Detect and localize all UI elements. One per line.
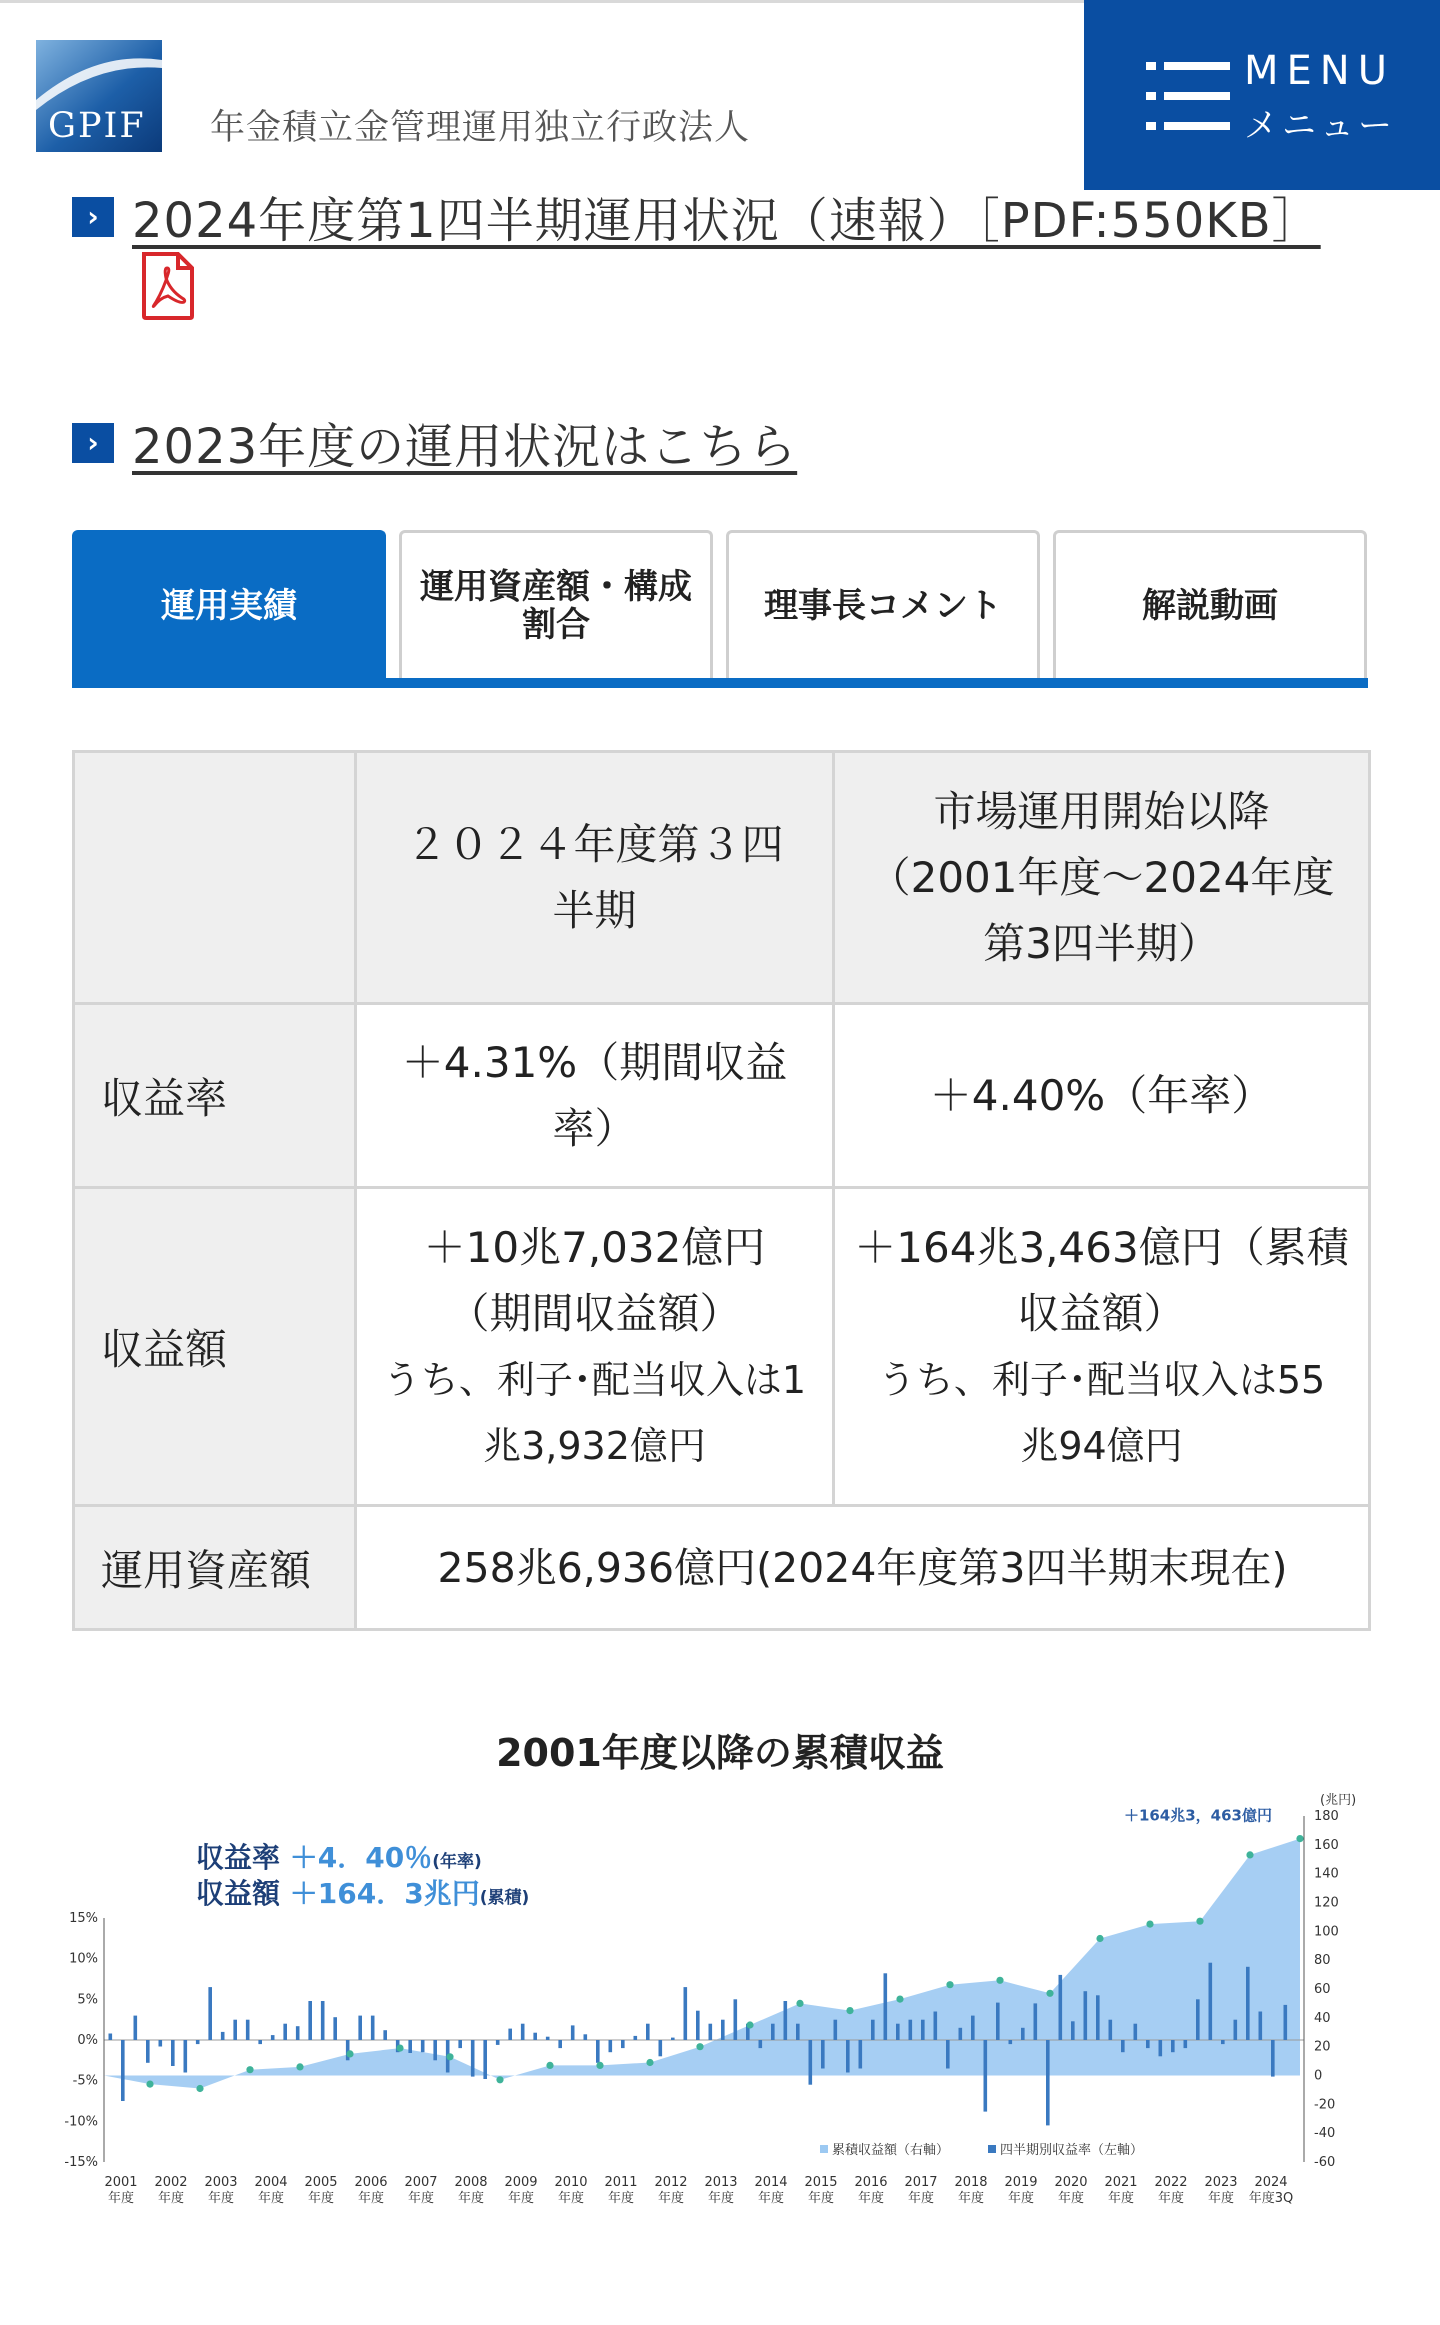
tab-president-comment[interactable] [726, 530, 1040, 678]
x-tick-label: 2020 [1054, 2175, 1088, 2190]
quarterly-return-bar [233, 2020, 237, 2040]
x-tick-sublabel: 年度 [907, 2191, 935, 2206]
right-tick-label: 100 [1314, 1924, 1339, 1940]
aum-value: 258兆6,936億円(2024年度第3四半期末現在) [356, 1506, 1370, 1630]
cumulative-point [846, 2007, 853, 2014]
right-tick-label: 120 [1314, 1895, 1339, 1911]
quarterly-return-bar [271, 2035, 275, 2040]
cumulative-return-chart [60, 1780, 1380, 2220]
quarterly-return-bar [1146, 2040, 1150, 2048]
quarterly-return-bar [121, 2040, 125, 2101]
quarterly-return-bar [1009, 2040, 1013, 2044]
quarterly-return-bar [246, 2020, 250, 2040]
quarterly-return-bar [321, 2001, 325, 2040]
chevron-right-icon: › [72, 197, 114, 237]
quarterly-return-bar [721, 2020, 725, 2040]
cumulative-point [1246, 1851, 1253, 1858]
quarterly-return-bar [809, 2040, 813, 2085]
quarterly-return-bar [921, 2020, 925, 2040]
x-tick-sublabel: 年度 [1057, 2191, 1085, 2206]
x-tick-label: 2015 [804, 2175, 838, 2190]
performance-table [72, 750, 1371, 1631]
organization-name: 年金積立金管理運用独立行政法人 [210, 108, 751, 148]
tab-assets-composition-label: 運用資産額・構成割合 [420, 566, 692, 645]
quarterly-return-bar [483, 2040, 487, 2079]
quarterly-return-bar [508, 2029, 512, 2040]
legend-area-label: 累積収益額（右軸） [832, 2143, 950, 2158]
quarterly-return-bar [646, 2024, 650, 2040]
cumulative-point [546, 2062, 553, 2069]
x-tick-label: 2004 [254, 2175, 288, 2190]
left-tick-label: 0% [77, 2033, 98, 2048]
chart-title: 2001年度以降の累積収益 [496, 1731, 944, 1775]
cumulative-point [1146, 1921, 1153, 1928]
x-tick-label: 2023 [1204, 2175, 1238, 2190]
quarterly-return-bar [421, 2040, 425, 2052]
cumulative-point [446, 2053, 453, 2060]
right-tick-label: -20 [1314, 2097, 1336, 2113]
x-tick-sublabel: 年度 [107, 2191, 135, 2206]
x-tick-label: 2014 [754, 2175, 788, 2190]
cumulative-point [1046, 1990, 1053, 1997]
cumulative-point [746, 2021, 753, 2028]
quarterly-return-bar [946, 2040, 950, 2069]
quarterly-return-bar [1059, 1975, 1063, 2040]
quarterly-return-bar [146, 2040, 150, 2063]
x-tick-label: 2008 [454, 2175, 488, 2190]
tab-performance[interactable] [72, 530, 386, 678]
quarterly-return-bar [609, 2040, 613, 2052]
return-amount-since-text: ＋164兆3,463億円（累積収益額） [854, 1222, 1349, 1338]
quarterly-return-bar [671, 2038, 675, 2040]
quarterly-return-bar [934, 2012, 938, 2041]
quarterly-return-bar [771, 2024, 775, 2040]
tab-assets-composition[interactable] [399, 530, 713, 678]
quarterly-return-bar [896, 2024, 900, 2040]
logo-text: GPIF [48, 106, 146, 146]
prev-year-link-row[interactable] [72, 408, 797, 477]
quarterly-return-bar [596, 2040, 600, 2063]
left-tick-label: -10% [64, 2114, 98, 2130]
quarterly-return-bar [496, 2040, 500, 2045]
quarterly-return-bar [884, 1973, 888, 2040]
row-label-return-amount: 収益額 [74, 1188, 356, 1506]
quarterly-return-bar [1071, 2021, 1075, 2040]
quarterly-return-bar [521, 2024, 525, 2040]
right-tick-label: 60 [1314, 1982, 1331, 1997]
quarterly-return-bar [709, 2024, 713, 2040]
left-tick-label: 5% [77, 1992, 98, 2008]
quarterly-return-bar [821, 2040, 825, 2069]
kpi-rate-label: 収益率 [196, 1841, 281, 1874]
cumulative-point [696, 2043, 703, 2050]
quarterly-return-bar [208, 1987, 212, 2040]
quarterly-return-bar [634, 2036, 638, 2040]
quarterly-return-bar [1284, 2005, 1288, 2040]
x-tick-sublabel: 年度 [707, 2191, 735, 2206]
col-header-q3-text: ２０２４年度第３四半期 [405, 819, 784, 935]
x-tick-sublabel: 年度 [307, 2191, 335, 2206]
table-row [74, 1188, 1370, 1506]
quarterly-return-bar [584, 2034, 588, 2040]
quarterly-return-bar [834, 2020, 838, 2040]
quarterly-return-bar [1134, 2024, 1138, 2040]
x-tick-label: 2002 [154, 2175, 188, 2190]
x-tick-sublabel: 年度 [657, 2191, 685, 2206]
quarterly-return-bar [1259, 2012, 1263, 2041]
quarterly-return-bar [1221, 2040, 1225, 2044]
legend-bar-swatch [988, 2145, 996, 2153]
cumulative-point [246, 2066, 253, 2073]
table-corner-cell [74, 752, 356, 1004]
return-amount-q3-sub: うち、利子･配当収入は1兆3,932億円 [382, 1357, 807, 1468]
x-tick-label: 2009 [504, 2175, 538, 2190]
kpi-amount-unit: (累積) [479, 1888, 530, 1908]
cumulative-point [996, 1977, 1003, 1984]
cumulative-point [896, 1996, 903, 2003]
left-tick-label: -5% [72, 2073, 98, 2089]
right-tick-label: -60 [1314, 2155, 1336, 2170]
return-amount-q3-text: ＋10兆7,032億円（期間収益額） [423, 1222, 766, 1338]
x-tick-label: 2003 [204, 2175, 238, 2190]
quarterly-return-bar [971, 2016, 975, 2040]
cumulative-point [796, 2000, 803, 2007]
quarterly-return-bar [1121, 2040, 1125, 2052]
quarterly-return-bar [1184, 2040, 1188, 2048]
quarterly-return-bar [696, 2011, 700, 2040]
quarterly-return-bar [1096, 1995, 1100, 2040]
hamburger-icon [1146, 60, 1230, 132]
quarterly-return-bar [871, 2020, 875, 2040]
quarterly-return-bar [996, 2003, 1000, 2040]
x-tick-label: 2024 [1254, 2175, 1288, 2190]
quarterly-return-bar [296, 2026, 300, 2040]
quarterly-return-bar [533, 2033, 537, 2040]
menu-label: MENU [1244, 48, 1395, 94]
x-tick-label: 2017 [904, 2175, 938, 2190]
left-tick-label: 10% [69, 1951, 98, 1967]
x-tick-sublabel: 年度 [407, 2191, 435, 2206]
x-tick-label: 2005 [304, 2175, 338, 2190]
row-label-return-rate: 収益率 [74, 1004, 356, 1188]
x-tick-sublabel: 年度 [1107, 2191, 1135, 2206]
quarterly-return-bar [558, 2040, 562, 2048]
tab-explanation-video-label: 解説動画 [1142, 585, 1278, 626]
x-tick-sublabel: 年度 [357, 2191, 385, 2206]
cumulative-point [346, 2050, 353, 2057]
return-amount-since-sub: うち、利子･配当収入は55兆94億円 [877, 1357, 1326, 1468]
x-tick-sublabel: 年度 [157, 2191, 185, 2206]
tab-performance-label: 運用実績 [161, 585, 297, 626]
quarterly-return-bar [1271, 2040, 1275, 2077]
return-amount-q3 [356, 1188, 834, 1506]
quarterly-return-bar [1109, 2020, 1113, 2040]
x-tick-sublabel: 年度 [957, 2191, 985, 2206]
kpi-amount-value: ＋164．3兆円 [289, 1877, 480, 1910]
right-tick-label: 160 [1314, 1837, 1339, 1853]
pdf-icon[interactable] [140, 252, 196, 320]
table-row [74, 1004, 1370, 1188]
quarterly-return-bar [258, 2040, 262, 2044]
legend-area-swatch [820, 2145, 828, 2153]
tab-explanation-video[interactable] [1053, 530, 1367, 678]
quarterly-return-bar [159, 2040, 163, 2047]
quarterly-return-bar [759, 2040, 763, 2048]
right-tick-label: 0 [1314, 2068, 1323, 2084]
quarterly-return-bar [371, 2016, 375, 2040]
quarterly-return-bar [1159, 2040, 1163, 2056]
x-tick-sublabel: 年度 [857, 2191, 885, 2206]
x-tick-label: 2018 [954, 2175, 988, 2190]
x-tick-label: 2011 [604, 2175, 638, 2190]
x-tick-label: 2016 [854, 2175, 888, 2190]
cumulative-point [1096, 1935, 1103, 1942]
x-tick-label: 2019 [1004, 2175, 1038, 2190]
quarterly-return-bar [134, 2016, 138, 2040]
x-tick-label: 2012 [654, 2175, 688, 2190]
cumulative-point [646, 2059, 653, 2066]
x-tick-sublabel: 年度3Q [1248, 2191, 1294, 2206]
quarterly-return-bar [471, 2040, 475, 2077]
x-tick-sublabel: 年度 [1157, 2191, 1185, 2206]
right-tick-label: 180 [1314, 1809, 1339, 1824]
cumulative-total-annotation: ＋164兆3，463億円 [1123, 1806, 1272, 1825]
x-tick-sublabel: 年度 [757, 2191, 785, 2206]
quarterly-return-bar [221, 2032, 225, 2040]
x-tick-sublabel: 年度 [257, 2191, 285, 2206]
x-tick-label: 2022 [1154, 2175, 1188, 2190]
x-tick-sublabel: 年度 [807, 2191, 835, 2206]
kpi-amount-label: 収益額 [196, 1877, 281, 1910]
report-pdf-link-row[interactable] [72, 182, 1321, 251]
left-tick-label: 15% [69, 1911, 98, 1926]
quarterly-return-bar [1084, 1991, 1088, 2040]
quarterly-return-bar [959, 2028, 963, 2040]
x-tick-sublabel: 年度 [207, 2191, 235, 2206]
cumulative-point [196, 2085, 203, 2092]
quarterly-return-bar [109, 2034, 113, 2041]
x-tick-sublabel: 年度 [557, 2191, 585, 2206]
kpi-rate-value: ＋4．40％ [289, 1841, 433, 1874]
quarterly-return-bar [1246, 1967, 1250, 2040]
right-tick-label: 80 [1314, 1953, 1331, 1969]
return-rate-q3 [356, 1004, 834, 1188]
kpi-return-amount [196, 1872, 529, 1912]
cumulative-point [396, 2045, 403, 2052]
x-tick-sublabel: 年度 [507, 2191, 535, 2206]
x-tick-sublabel: 年度 [607, 2191, 635, 2206]
x-tick-label: 2007 [404, 2175, 438, 2190]
tab-president-comment-label: 理事長コメント [764, 585, 1002, 626]
x-tick-sublabel: 年度 [1007, 2191, 1035, 2206]
quarterly-return-bar [383, 2030, 387, 2040]
quarterly-return-bar [283, 2024, 287, 2040]
cumulative-point [296, 2063, 303, 2070]
quarterly-return-bar [1196, 1999, 1200, 2040]
right-tick-label: -40 [1314, 2126, 1336, 2142]
menu-sub-label: メニュー [1244, 106, 1396, 146]
return-rate-since: ＋4.40%（年率） [834, 1004, 1370, 1188]
x-tick-label: 2006 [354, 2175, 388, 2190]
quarterly-return-bar [1209, 1963, 1213, 2040]
row-label-aum: 運用資産額 [74, 1506, 356, 1630]
chevron-right-icon: › [72, 423, 114, 463]
table-row [74, 1506, 1370, 1630]
prev-year-link[interactable]: 2023年度の運用状況はこちら [132, 419, 798, 475]
tab-underline [72, 678, 1368, 688]
cumulative-point [596, 2062, 603, 2069]
x-tick-label: 2021 [1104, 2175, 1138, 2190]
result-tabs [72, 530, 1368, 688]
x-tick-label: 2001 [104, 2175, 138, 2190]
quarterly-return-bar [1034, 2003, 1038, 2040]
quarterly-return-bar [571, 2025, 575, 2040]
table-header-row [74, 752, 1370, 1004]
col-header-q3 [356, 752, 834, 1004]
col-header-since-2001 [834, 752, 1370, 1004]
cumulative-point [496, 2076, 503, 2083]
quarterly-return-bar [333, 2017, 337, 2040]
quarterly-return-bar [1021, 2028, 1025, 2040]
cumulative-point [946, 1981, 953, 1988]
quarterly-return-bar [659, 2040, 663, 2056]
x-tick-sublabel: 年度 [1207, 2191, 1235, 2206]
x-tick-sublabel: 年度 [457, 2191, 485, 2206]
col-header-since-2001-text: 市場運用開始以降（2001年度〜2024年度第3四半期） [868, 786, 1335, 968]
quarterly-return-bar [433, 2040, 437, 2060]
quarterly-return-bar [308, 2001, 312, 2040]
quarterly-return-bar [621, 2040, 625, 2048]
quarterly-return-bar [909, 2020, 913, 2040]
legend-bar-label: 四半期別収益率（左軸） [1000, 2143, 1144, 2158]
x-tick-label: 2010 [554, 2175, 588, 2190]
menu-button[interactable] [1084, 0, 1440, 190]
left-tick-label: -15% [64, 2155, 98, 2170]
right-tick-label: 40 [1314, 2010, 1331, 2026]
quarterly-return-bar [984, 2040, 988, 2112]
quarterly-return-bar [171, 2040, 175, 2066]
cumulative-point [146, 2081, 153, 2088]
cumulative-point [1296, 1835, 1303, 1842]
kpi-rate-unit: (年率) [432, 1852, 482, 1872]
right-axis-unit: (兆円) [1320, 1793, 1357, 1808]
site-header [0, 0, 1440, 190]
quarterly-return-bar [1046, 2040, 1050, 2125]
kpi-return-rate [196, 1836, 482, 1876]
quarterly-return-bar [1171, 2040, 1175, 2052]
right-tick-label: 140 [1314, 1866, 1339, 1882]
quarterly-return-bar [796, 2024, 800, 2040]
quarterly-return-bar [846, 2040, 850, 2073]
quarterly-return-bar [196, 2040, 200, 2044]
quarterly-return-bar [859, 2040, 863, 2069]
x-tick-label: 2013 [704, 2175, 738, 2190]
cumulative-point [1196, 1918, 1203, 1925]
quarterly-return-bar [1234, 2020, 1238, 2040]
quarterly-return-bar [184, 2040, 188, 2073]
return-rate-q3-text: ＋4.31%（期間収益率） [401, 1037, 788, 1153]
report-pdf-link[interactable]: 2024年度第1四半期運用状況（速報）［PDF:550KB］ [132, 193, 1321, 249]
quarterly-return-bar [408, 2040, 412, 2053]
right-tick-label: 20 [1314, 2039, 1331, 2055]
quarterly-return-bar [684, 1987, 688, 2040]
quarterly-return-bar [734, 1999, 738, 2040]
quarterly-return-bar [784, 2001, 788, 2040]
quarterly-return-bar [358, 2016, 362, 2040]
quarterly-return-bar [458, 2040, 462, 2048]
quarterly-return-bar [546, 2037, 550, 2040]
return-amount-since [834, 1188, 1370, 1506]
